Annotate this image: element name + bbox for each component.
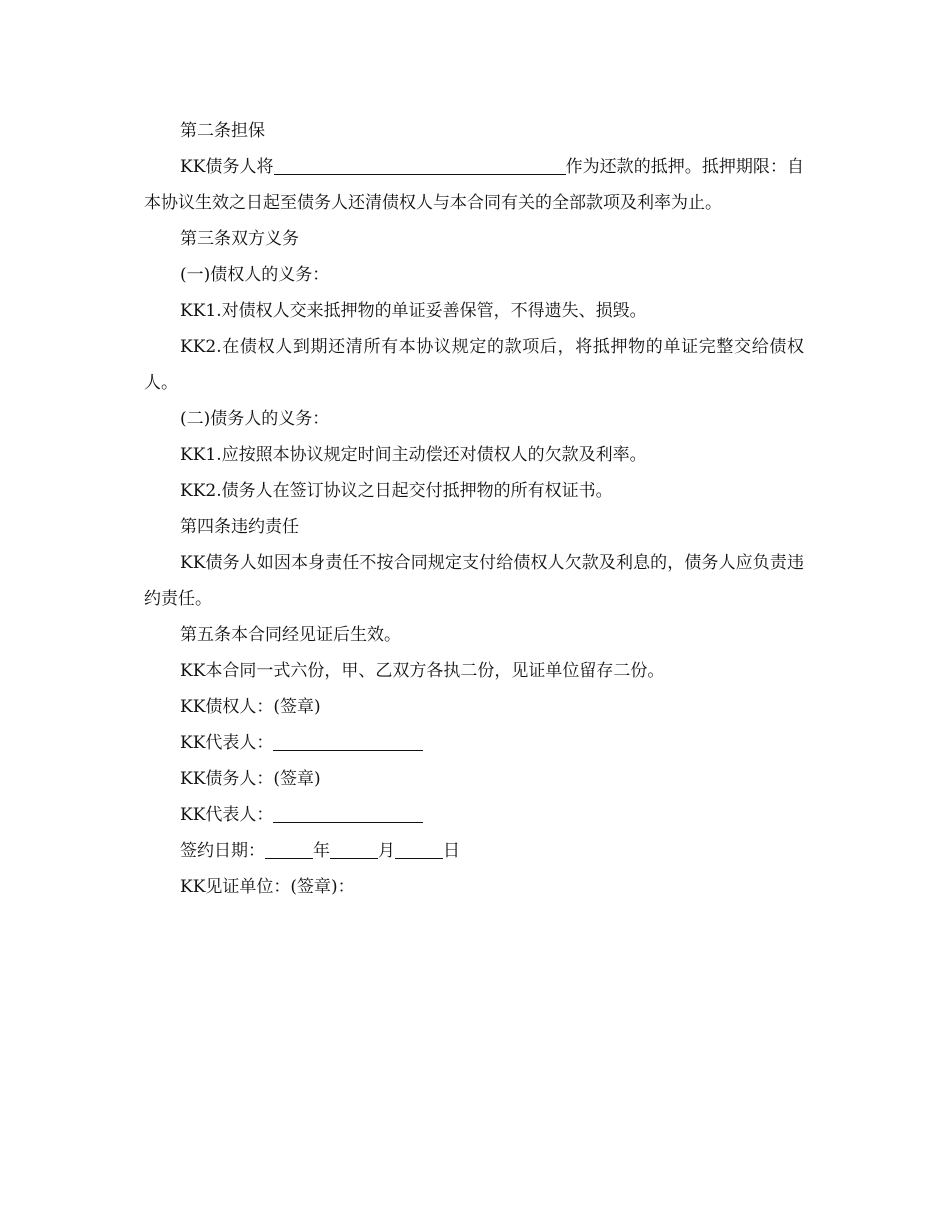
creditor-obligations-heading: (一)债权人的义务： [180,265,330,285]
creditor-representative-blank [273,732,423,751]
article-3-title: 第三条双方义务 [180,229,299,249]
signing-date-line [144,833,804,869]
year-label: 年 [313,841,330,861]
day-label: 日 [443,841,460,861]
day-blank [395,840,443,859]
debtor-obligation-1: KK1.应按照本协议规定时间主动偿还对债权人的欠款及利率。 [180,445,647,465]
year-blank [265,840,313,859]
witness-signature-line: KK见证单位：(签章)： [180,877,355,897]
creditor-representative-line [144,725,804,761]
creditor-signature-line: KK债权人：(签章) [180,697,321,717]
article-4-title: 第四条违约责任 [180,517,299,537]
month-label: 月 [378,841,395,861]
article-2-title: 第二条担保 [180,121,265,141]
debtor-signature-line: KK债务人：(签章) [180,769,321,789]
article-2-collateral-clause [144,149,804,221]
article-5-title: 第五条本合同经见证后生效。 [180,625,401,645]
debtor-representative-label: KK代表人： [180,805,274,825]
creditor-obligation-1: KK1.对债权人交来抵押物的单证妥善保管，不得遗失、损毁。 [180,301,647,321]
article-5-copies-clause: KK本合同一式六份，甲、乙双方各执二份，见证单位留存二份。 [180,661,665,681]
article-4-breach-clause: KK债务人如因本身责任不按合同规定支付给债权人欠款及利息的，债务人应负责违约责任。 [144,553,804,609]
collateral-blank-line [274,156,566,175]
creditor-representative-label: KK代表人： [180,733,274,753]
collateral-clause-lead: KK债务人将 [180,157,274,177]
collateral-clause-rest: 作为还款的抵押。抵押期限：自本协议生效之日起至债务人还清债权人与本合同有关的全部款项及利率为止。 [144,157,804,213]
debtor-representative-line [144,797,804,833]
creditor-obligation-2: KK2.在债权人到期还清所有本协议规定的款项后，将抵押物的单证完整交给债权人。 [144,337,804,393]
debtor-representative-blank [273,804,423,823]
month-blank [330,840,378,859]
debtor-obligations-heading: (二)债务人的义务： [180,409,330,429]
signing-date-label: 签约日期： [180,841,265,861]
debtor-obligation-2: KK2.债务人在签订协议之日起交付抵押物的所有权证书。 [180,481,613,501]
contract-body [144,113,804,905]
